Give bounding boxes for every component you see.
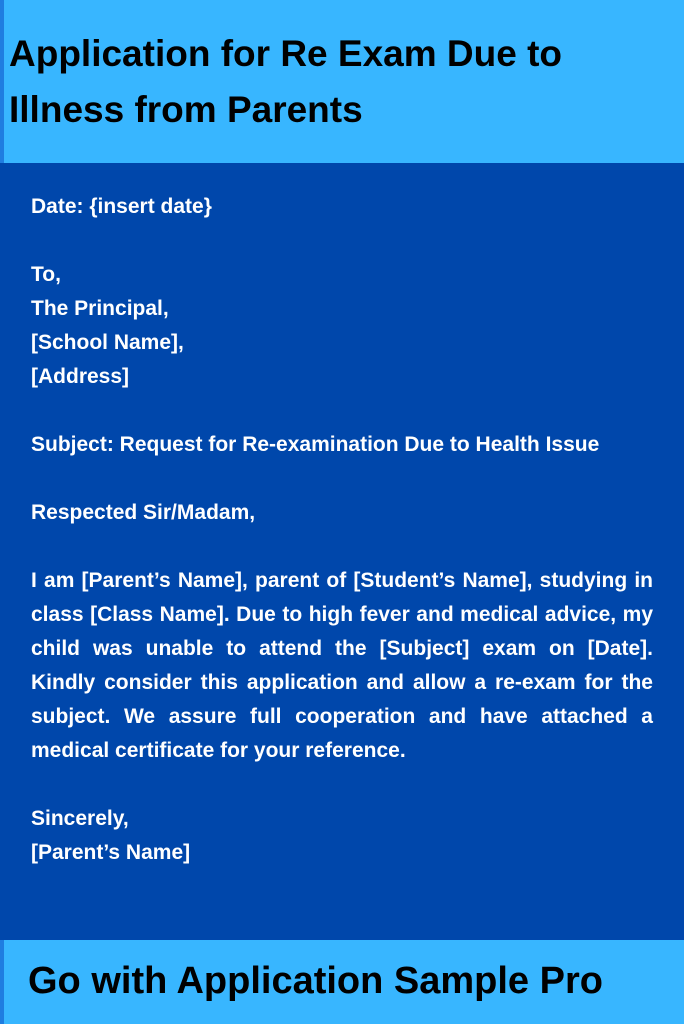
spacer <box>31 224 653 258</box>
letter-date: Date: {insert date} <box>31 195 212 218</box>
letter-address: [Address] <box>31 365 130 388</box>
page-header <box>0 0 684 163</box>
letter-closing: Sincerely, <box>31 807 129 830</box>
letter-school: [School Name], <box>31 331 184 354</box>
letter-signature: [Parent’s Name] <box>31 841 191 864</box>
letter-content <box>31 190 653 870</box>
letter-salutation: Respected Sir/Madam, <box>31 501 256 524</box>
page-title: Application for Re Exam Due to Illness from Parents <box>9 33 563 130</box>
letter-subject: Subject: Request for Re-examination Due to Health Issue <box>31 433 600 456</box>
spacer <box>31 394 653 428</box>
letter-body: I am [Parent’s Name], parent of [Student’s Name], studying in class [Class Name]. Due to high fever and medical advice, my child was unable to attend the [Subject] exam on [Date]. Kindly consider this application and allow a re-exam for the subject. We assure full cooperation and have attached a medical certificate for your reference. <box>31 569 653 762</box>
spacer <box>31 462 653 496</box>
letter-to: To, <box>31 263 61 286</box>
letter-recipient: The Principal, <box>31 297 169 320</box>
page-footer <box>0 940 684 1024</box>
spacer <box>31 768 653 802</box>
spacer <box>31 530 653 564</box>
footer-text: Go with Application Sample Pro <box>28 960 603 1002</box>
